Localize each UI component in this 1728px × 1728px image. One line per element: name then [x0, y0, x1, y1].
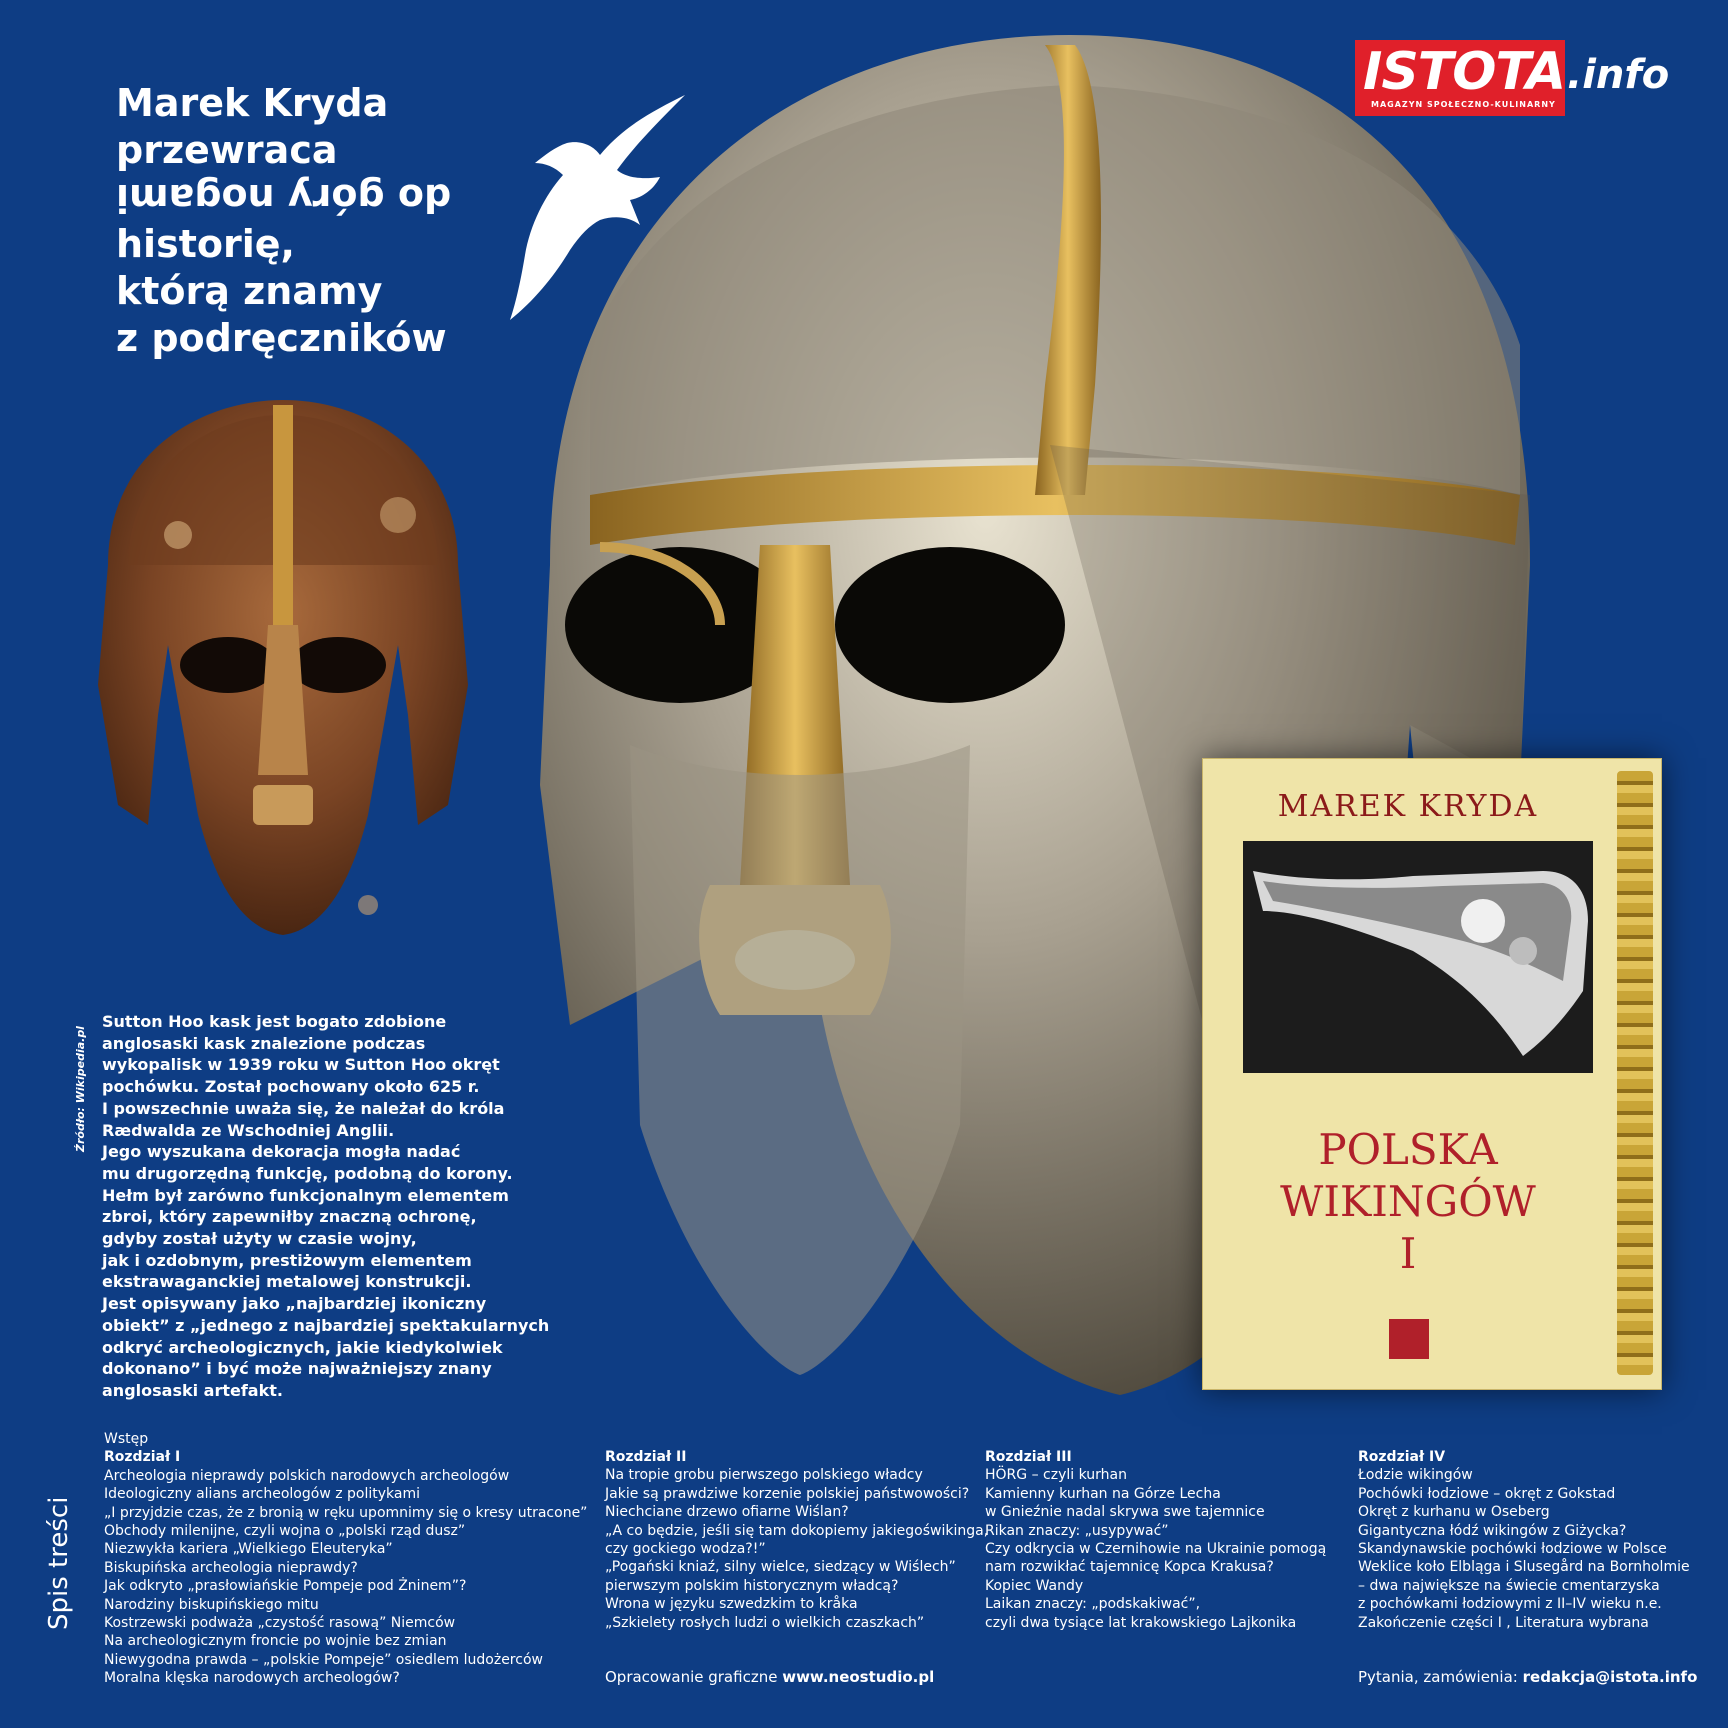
toc-column-4	[1358, 1448, 1690, 1632]
book-axe-image	[1243, 841, 1593, 1073]
toc-chapter-heading: Rozdział IV	[1358, 1449, 1446, 1465]
logo-subtitle: MAGAZYN SPOŁECZNO-KULINARNY	[1371, 100, 1556, 109]
headline-line: przewraca	[116, 128, 338, 172]
toc-item: w Gnieźnie nadal skrywa swe tajemnice	[985, 1504, 1265, 1521]
book-ornament-border	[1617, 771, 1653, 1375]
toc-item: – dwa największe na świecie cmentarzyska	[1358, 1577, 1660, 1594]
toc-chapter-heading: Rozdział II	[605, 1449, 687, 1465]
credit-label: Opracowanie graficzne	[605, 1668, 778, 1686]
toc-item: czy gockiego wodza?!”	[605, 1541, 766, 1558]
toc-intro: Wstęp	[104, 1431, 149, 1447]
toc-chapter-heading: Rozdział III	[985, 1449, 1072, 1465]
toc-item: Czy odkrycia w Czernihowie na Ukrainie pomogą	[985, 1541, 1327, 1558]
headline	[116, 80, 451, 362]
headline-line: Marek Kryda	[116, 81, 389, 125]
toc-item: Niechciane drzewo ofiarne Wiślan?	[605, 1504, 849, 1521]
toc-item: Obchody milenijne, czyli wojna o „polski rząd dusz”	[104, 1523, 466, 1540]
toc-column-2	[605, 1448, 988, 1632]
toc-item: HÖRG – czyli kurhan	[985, 1467, 1127, 1484]
image-source	[74, 1012, 94, 1152]
toc-item: Na tropie grobu pierwszego polskiego władcy	[605, 1467, 923, 1484]
toc-label-text: Spis treści	[44, 1496, 74, 1630]
toc-item: Moralna klęska narodowych archeologów?	[104, 1670, 400, 1687]
image-source-text: Źródło: Wikipedia.pl	[74, 1026, 87, 1152]
toc-item: Wrona w języku szwedzkim to kråka	[605, 1596, 858, 1613]
toc-item: Pochówki łodziowe – okręt z Gokstad	[1358, 1485, 1616, 1502]
book-author: MAREK KRYDA	[1277, 789, 1539, 824]
toc-item: pierwszym polskim historycznym władcą?	[605, 1577, 899, 1594]
toc-item: Rikan znaczy: „usypywać”	[985, 1522, 1169, 1539]
toc-item: Kostrzewski podważa „czystość rasową” Niemców	[104, 1615, 456, 1632]
toc-item: Okręt z kurhanu w Oseberg	[1358, 1504, 1550, 1521]
toc-item: Kopiec Wandy	[985, 1577, 1084, 1594]
contact-label: Pytania, zamówienia:	[1358, 1668, 1518, 1686]
book-title	[1203, 1124, 1613, 1280]
toc-label	[44, 1450, 84, 1630]
toc-item: Niewygodna prawda – „polskie Pompeje” osiedlem ludożerców	[104, 1651, 543, 1668]
logo-text: ISTOTA	[1363, 42, 1566, 102]
toc-item: „A co będzie, jeśli się tam dokopiemy jakiegoświkinga,	[605, 1522, 989, 1539]
footer-contact	[1358, 1668, 1697, 1686]
toc-chapter-heading: Rozdział I	[104, 1449, 181, 1466]
toc-item: Na archeologicznym froncie po wojnie bez zmian	[104, 1633, 447, 1650]
toc-item: Łodzie wikingów	[1358, 1467, 1473, 1484]
headline-line: którą znamy	[116, 269, 383, 313]
toc-item: Narodziny biskupińskiego mitu	[104, 1596, 319, 1613]
toc-item: Gigantyczna łódź wikingów z Giżycka?	[1358, 1522, 1627, 1539]
toc-item: nam rozwikłać tajemnicę Kopca Krakusa?	[985, 1559, 1274, 1576]
celtic-knot-icon	[1389, 1319, 1429, 1359]
headline-line: historię,	[116, 222, 295, 266]
book-title-line: POLSKA	[1318, 1125, 1498, 1174]
toc-item: Weklice koło Elbląga i Slusegård na Bornholmie	[1358, 1559, 1690, 1576]
rusted-helmet-image	[68, 385, 498, 945]
toc-column-3	[985, 1448, 1326, 1632]
footer-credit	[605, 1668, 934, 1686]
toc-item: Zakończenie części I , Literatura wybrana	[1358, 1614, 1649, 1631]
toc-item: Biskupińska archeologia nieprawdy?	[104, 1559, 358, 1576]
credit-link[interactable]: www.neostudio.pl	[782, 1668, 935, 1686]
toc-item: Jakie są prawdziwe korzenie polskiej państwowości?	[605, 1485, 970, 1502]
toc-item: Niezwykła kariera „Wielkiego Eleuteryka”	[104, 1541, 393, 1558]
toc-column-1	[104, 1430, 587, 1688]
headline-line-upside-down: do góry nogami	[116, 176, 452, 220]
toc-item: „Pogański kniaź, silny wielce, siedzący w Wiślech”	[605, 1559, 956, 1576]
toc-item: z pochówkami łodziowymi z II–IV wieku n.e.	[1358, 1596, 1662, 1613]
book-cover	[1202, 758, 1662, 1390]
contact-email-link[interactable]: redakcja@istota.info	[1522, 1668, 1698, 1686]
toc-item: Ideologiczny alians archeologów z politykami	[104, 1486, 420, 1503]
toc-item: czyli dwa tysiące lat krakowskiego Lajkonika	[985, 1614, 1297, 1631]
headline-line: z podręczników	[116, 316, 447, 360]
toc-item: Jak odkryto „prasłowiańskie Pompeje pod Żninem”?	[104, 1578, 467, 1595]
axe-icon	[1243, 841, 1593, 1073]
book-volume: I	[1399, 1229, 1417, 1278]
logo-suffix: .info	[1567, 52, 1670, 98]
toc-item: Archeologia nieprawdy polskich narodowych archeologów	[104, 1467, 510, 1484]
toc-item: Skandynawskie pochówki łodziowe w Polsce	[1358, 1541, 1667, 1558]
helmet-description: Sutton Hoo kask jest bogato zdobione anglosaski kask znalezione podczas wykopalisk w 1939 roku w Sutton Hoo okręt pochówku. Został pochowany około 625 r. I powszechnie uważa się, że należał do króla Rædwalda ze Wschodniej Anglii. Jego wyszukana dekoracja mogła nadać mu drugorzędną funkcję, podobną do korony. Hełm był zarówno funkcjonalnym elementem zbroi, który zapewniłby znaczną ochronę, gdyby został użyty w czasie wojny, jak i ozdobnym, prestiżowym elementem ekstrawaganckiej metalowej konstrukcji. Jest opisywany jako „najbardziej ikoniczny obiekt” z „jednego z najbardziej spektakularnych odkryć archeologicznych, jakie kiedykolwiek dokonano” i być może najważniejszy znany anglosaski artefakt.	[102, 1012, 550, 1400]
toc-item: „Szkielety rosłych ludzi o wielkich czaszkach”	[605, 1614, 925, 1631]
book-title-line: WIKINGÓW	[1280, 1177, 1536, 1226]
toc-item: Laikan znaczy: „podskakiwać”,	[985, 1596, 1201, 1613]
toc-item: Kamienny kurhan na Górze Lecha	[985, 1485, 1221, 1502]
toc-item: „I przyjdzie czas, że z bronią w ręku upomnimy się o kresy utracone”	[104, 1504, 588, 1521]
